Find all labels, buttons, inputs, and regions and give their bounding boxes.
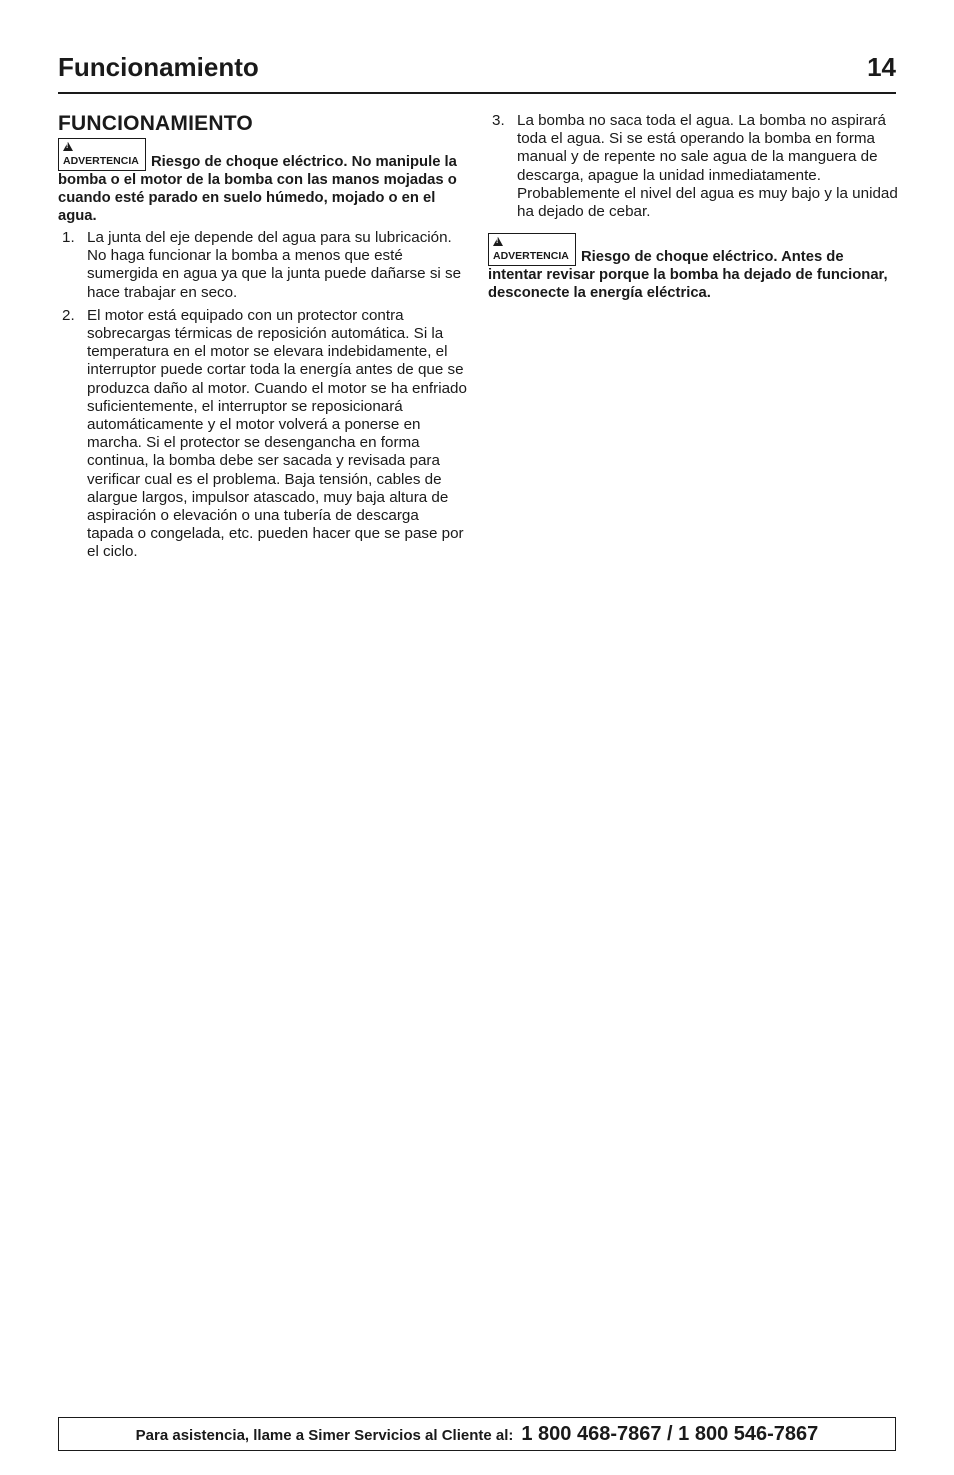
list-item (488, 112, 898, 221)
footer-phone-numbers: 1 800 468-7867 / 1 800 546-7867 (521, 1423, 819, 1445)
warning-badge (58, 138, 146, 171)
warning-text: Riesgo de choque eléctrico. Antes de intentar revisar porque la bomba ha dejado de funcionar, desconecte la energía eléctrica. (488, 249, 888, 302)
page-title: Funcionamiento (58, 52, 259, 82)
warning-badge-label: ADVERTENCIA (63, 155, 139, 167)
support-footer (58, 1417, 896, 1451)
list-item (58, 307, 468, 562)
section-heading: FUNCIONAMIENTO (58, 112, 253, 135)
list-item-number: 2. (62, 306, 75, 324)
warning-text: Riesgo de choque eléctrico. No manipule la bomba o el motor de la bomba con las manos mojadas o cuando esté parado en suelo húmedo, mojado o en el agua. (58, 154, 457, 224)
page-number: 14 (867, 52, 896, 82)
footer-text: Para asistencia, llame a Simer Servicios al Cliente al: (135, 1427, 514, 1444)
warning-badge-label: ADVERTENCIA (493, 250, 569, 263)
list-item-text: La junta del eje depende del agua para su lubricación. No haga funcionar la bomba a menos que esté sumergida en agua ya que la junta puede dañarse si se hace trabajar en seco. (87, 229, 462, 301)
warning-triangle-icon (63, 142, 73, 151)
list-item-number: 1. (62, 229, 75, 246)
left-column (58, 112, 468, 567)
instruction-list (488, 112, 898, 221)
list-item (58, 229, 468, 302)
warning-block (58, 138, 468, 225)
instruction-list (58, 229, 468, 562)
list-item-text: El motor está equipado con un protector contra sobrecargas térmicas de reposición automática. Si la temperatura en el motor se elevara indebidamente, el interruptor puede cortar toda la energía antes de que se produzca daño al motor. Cuando el motor se ha enfriado suficientemente, el interruptor se reposicionará automáticamente y el motor volverá a ponerse en marcha. Si el protector se desengancha en forma continua, la bomba debe ser sacada y revisada para verificar cual es el problema. Baja tensión, cables de alargue largos, impulsor atascado, muy baja altura de aspiración o elevación o una tubería de descarga tapada o congelada, etc. pueden hacer que se pase por el ciclo. (87, 306, 467, 561)
list-item-number: 3. (492, 112, 505, 129)
warning-triangle-icon (493, 237, 503, 246)
right-column (488, 112, 898, 306)
warning-block (488, 233, 898, 302)
page-header (58, 50, 896, 94)
warning-badge (488, 233, 576, 266)
list-item-text: La bomba no saca toda el agua. La bomba no aspirará toda el agua. Si se está operando la bomba en forma manual y de repente no sale agua de la manguera de descarga, apague la unidad inmediatamente. Probablemente el nivel del agua es muy bajo y la unidad ha dejado de cebar. (517, 112, 898, 221)
